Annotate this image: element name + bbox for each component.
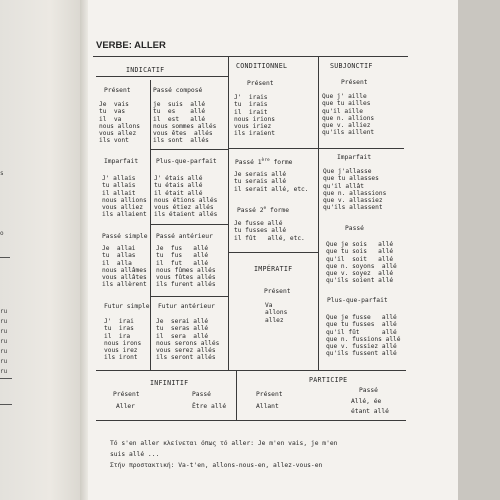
indicatif-futur-anterieur-label: Futur antérieur [158, 303, 215, 310]
subjonctif-header: SUBJONCTIF [330, 62, 373, 70]
subjonctif-imparfait-label: Imparfait [337, 154, 372, 161]
left-page-text: ru [0, 328, 8, 335]
subjonctif-present-label: Présent [341, 79, 368, 86]
column-rule-1 [228, 57, 229, 370]
table-bottom-rule [96, 420, 406, 421]
left-page [0, 0, 84, 500]
left-page-text: ru [0, 348, 8, 355]
conditionnel-row-rule [228, 148, 318, 149]
conditionnel-passe2-forms: Je fusse allé tu fusses allé il fût allé, etc. [234, 220, 305, 242]
left-page-text: ru [0, 308, 8, 315]
indicatif-futur-simple-forms: J' irai tu iras il ira nous irons vous irez ils iront [104, 318, 142, 362]
subjonctif-row-rule [318, 148, 404, 149]
conditionnel-passe1-suffix: forme [269, 159, 293, 167]
table-mid-rule [96, 370, 406, 371]
left-page-rule [0, 378, 12, 379]
indicatif-row-rule [150, 149, 228, 150]
left-page-rule [0, 257, 10, 258]
indicatif-passe-anterieur-forms: Je fus allé tu fus allé il fut allé nous fûmes allés vous fûtes allés ils furent allés [156, 245, 216, 289]
indicatif-present-label: Présent [104, 87, 131, 94]
subjonctif-passe-forms: Que je sois allé que tu sois allé qu'il soit allé que n. soyons allé que v. soyez allé qu'ils soient allé [326, 241, 397, 285]
footer-note-line-3: Στήν προστακτική: Va-t'en, allons-nous-en, allez-vous-en [110, 462, 323, 469]
participe-passe-value-2: étant allé [351, 408, 389, 415]
conditionnel-passe1-name: Passé 1 [235, 159, 262, 167]
left-page-text: ru [0, 358, 8, 365]
left-page-text: ru [0, 368, 8, 375]
indicatif-futur-simple-label: Futur simple [104, 303, 150, 310]
infinitif-present-value: Aller [116, 403, 135, 410]
indicatif-plus-que-parfait-label: Plus-que-parfait [156, 158, 217, 165]
conditionnel-passe2-label [237, 205, 289, 214]
conditionnel-passe1-sup: ère [261, 158, 270, 163]
participe-passe-value: Allé, ée [351, 398, 382, 405]
conditionnel-passe1-label [235, 157, 292, 166]
left-page-text: o [0, 230, 4, 237]
infinitif-passe-value: Être allé [192, 403, 227, 410]
infinitif-passe-label: Passé [192, 391, 211, 398]
subjonctif-passe-label: Passé [345, 225, 364, 232]
bottom-split-rule [236, 370, 237, 420]
indicatif-header-rule [96, 76, 228, 77]
indicatif-futur-anterieur-forms: Je serai allé tu seras allé il sera allé nous serons allés vous serez allés ils seront allés [156, 318, 220, 362]
participe-header: PARTICIPE [309, 376, 348, 384]
indicatif-split-rule [150, 80, 151, 370]
left-page-text: ru [0, 318, 8, 325]
indicatif-passe-compose-label: Passé composé [153, 87, 203, 94]
indicatif-header: INDICATIF [126, 66, 165, 74]
imperatif-present-forms: Va allons allez [265, 302, 288, 324]
left-page-rule [0, 404, 12, 405]
participe-passe-label: Passé [359, 387, 378, 394]
infinitif-present-label: Présent [113, 391, 140, 398]
indicatif-present-forms: Je vais tu vas il va nous allons vous allez ils vont [99, 101, 140, 145]
conditionnel-present-forms: J' irais tu irais il irait nous irions vous iriez ils iraient [234, 94, 275, 138]
indicatif-row-rule [150, 296, 228, 297]
participe-present-value: Allant [256, 403, 279, 410]
imperatif-present-label: Présent [264, 288, 291, 295]
indicatif-plus-que-parfait-forms: J' étais allé tu étais allé il était allé nous étions allés vous étiez allés ils étaient allés [154, 175, 218, 219]
page-title: VERBE: ALLER [96, 40, 166, 51]
column-rule-2 [318, 57, 319, 370]
footer-note-line-1: Τό s'en aller κλείνεται όπως τό aller: Je m'en vais, je m'en [110, 440, 338, 447]
subjonctif-present-forms: Que j' aille que tu ailles qu'il aille que n. allions que v. alliez qu'ils aillent [322, 93, 375, 137]
indicatif-passe-compose-forms: je suis allé tu es allé il est allé nous sommes allés vous êtes allés ils sont allés [153, 101, 217, 145]
conditionnel-passe2-suffix: forme [266, 207, 290, 215]
conditionnel-passe2-name: Passé 2 [237, 207, 264, 215]
conditionnel-present-label: Présent [247, 80, 274, 87]
indicatif-passe-simple-label: Passé simple [102, 233, 148, 240]
indicatif-passe-anterieur-label: Passé antérieur [156, 233, 213, 240]
background-sheet [458, 0, 500, 500]
subjonctif-imparfait-forms: Que j'allasse que tu allasses qu'il allât que n. allassions que v. allassiez qu'ils allassent [323, 168, 387, 212]
indicatif-passe-simple-forms: Je allai tu allas il alla nous allâmes vous allâtes ils allèrent [102, 245, 147, 289]
left-page-text: s [0, 170, 4, 177]
subjonctif-plus-que-parfait-forms: Que je fusse allé que tu fusses allé qu'il fût allé que n. fussions allé que v. fussiez allé qu'ils fussent allé [326, 314, 401, 358]
conditionnel-passe2-sup: e [263, 206, 267, 211]
participe-present-label: Présent [256, 391, 283, 398]
indicatif-imparfait-forms: J' allais tu allais il allait nous allions vous alliez ils allaient [102, 175, 147, 219]
infinitif-header: INFINITIF [150, 379, 189, 387]
footer-note-line-2: suis allé ... [110, 451, 160, 458]
subjonctif-plus-que-parfait-label: Plus-que-parfait [327, 297, 388, 304]
conditionnel-header: CONDITIONNEL [236, 62, 288, 70]
indicatif-imparfait-label: Imparfait [104, 158, 139, 165]
imperatif-top-rule [228, 252, 318, 253]
table-top-rule [93, 56, 408, 57]
imperatif-header: IMPÉRATIF [254, 265, 293, 273]
conditionnel-passe1-forms: Je serais allé tu serais allé il serait allé, etc. [234, 171, 309, 193]
left-page-text: ru [0, 338, 8, 345]
indicatif-row-rule [150, 224, 228, 225]
